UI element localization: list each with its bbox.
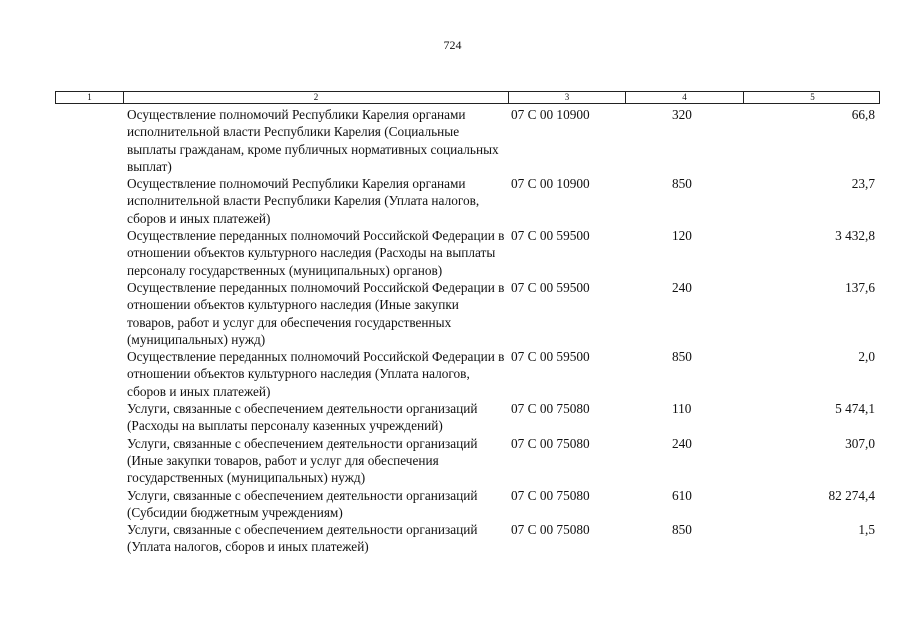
table-row [55, 348, 880, 400]
row-index-cell [55, 435, 122, 487]
table-row [55, 175, 880, 227]
row-type: 850 [672, 176, 692, 192]
row-name: Услуги, связанные с обеспечением деятельности организаций (Иные закупки товаров, работ и услуг для обеспечения государственных (муниципальных) нужд) [127, 435, 478, 486]
page-number: 724 [443, 38, 462, 52]
row-amount: 66,8 [851, 107, 875, 122]
row-type: 110 [672, 401, 692, 417]
row-code: 07 С 00 59500 [511, 228, 590, 244]
row-code: 07 С 00 59500 [511, 279, 590, 295]
row-amount: 307,0 [845, 435, 875, 451]
row-amount: 1,5 [858, 522, 875, 538]
row-amount: 3 432,8 [835, 228, 875, 244]
row-code: 07 С 00 75080 [511, 487, 590, 503]
table-row [55, 487, 880, 522]
column-header-5: 5 [743, 92, 881, 103]
row-type: 850 [672, 522, 692, 538]
table-row [55, 279, 880, 348]
row-amount: 137,6 [845, 279, 875, 295]
column-header-3: 3 [508, 92, 625, 103]
row-name: Осуществление полномочий Республики Карелия органами исполнительной власти Республики Карелия (Социальные выплаты гражданам, кроме публичных нормативных социальных выплат) [127, 107, 499, 174]
row-name: Услуги, связанные с обеспечением деятельности организаций (Уплата налогов, сборов и иных платежей) [127, 522, 478, 555]
row-amount: 2,0 [858, 349, 875, 365]
row-index-cell [55, 487, 122, 522]
row-type: 120 [672, 228, 692, 244]
row-type: 610 [672, 487, 692, 503]
row-name: Осуществление полномочий Республики Карелия органами исполнительной власти Республики Карелия (Уплата налогов, сборов и иных платежей) [127, 176, 480, 226]
column-header-1: 1 [87, 92, 92, 102]
row-code: 07 С 00 75080 [511, 522, 590, 538]
row-amount: 5 474,1 [835, 401, 875, 417]
row-name: Осуществление переданных полномочий Российской Федерации в отношении объектов культурного наследия (Расходы на выплаты персоналу государственных (муниципальных) органов) [127, 228, 505, 278]
row-type: 850 [672, 349, 692, 365]
table-row [55, 400, 880, 435]
row-type: 240 [672, 279, 692, 295]
column-header-2: 2 [123, 92, 508, 103]
table-row [55, 521, 880, 556]
row-name: Услуги, связанные с обеспечением деятельности организаций (Расходы на выплаты персоналу казенных учреждений) [127, 401, 478, 434]
row-type: 320 [672, 107, 692, 122]
row-code: 07 С 00 59500 [511, 349, 590, 365]
row-name: Осуществление переданных полномочий Российской Федерации в отношении объектов культурного наследия (Уплата налогов, сборов и иных платежей) [127, 349, 505, 399]
table-body [55, 106, 880, 556]
row-index-cell [55, 348, 122, 400]
row-code: 07 С 00 10900 [511, 176, 590, 192]
row-amount: 23,7 [851, 176, 875, 192]
row-index-cell [55, 521, 122, 556]
row-code: 07 С 00 10900 [511, 107, 590, 122]
row-index-cell [55, 400, 122, 435]
row-index-cell [55, 106, 122, 175]
row-code: 07 С 00 75080 [511, 435, 590, 451]
table-row [55, 106, 880, 175]
row-type: 240 [672, 435, 692, 451]
row-index-cell [55, 175, 122, 227]
table-row [55, 435, 880, 487]
column-header-4: 4 [625, 92, 743, 103]
row-name: Услуги, связанные с обеспечением деятельности организаций (Субсидии бюджетным учреждениям) [127, 487, 478, 520]
row-index-cell [55, 279, 122, 348]
row-name: Осуществление переданных полномочий Российской Федерации в отношении объектов культурного наследия (Иные закупки товаров, работ и услуг для обеспечения государственных (муниципальных) нужд) [127, 279, 505, 347]
table-row [55, 227, 880, 279]
row-amount: 82 274,4 [828, 487, 875, 503]
table-header [55, 91, 880, 104]
row-index-cell [55, 227, 122, 279]
row-code: 07 С 00 75080 [511, 401, 590, 417]
